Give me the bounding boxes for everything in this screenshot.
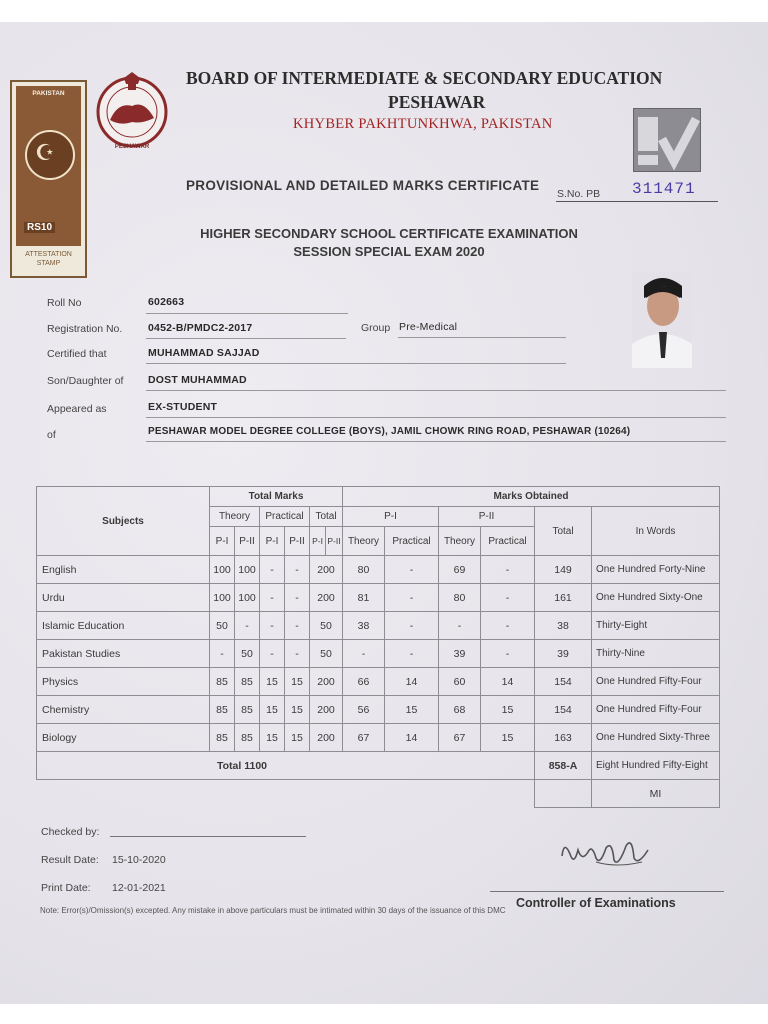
candidate-photo <box>632 272 692 368</box>
tm-practical-p2: P-II <box>285 527 310 556</box>
controller-line <box>490 891 724 892</box>
grand-total-label: Total 1100 <box>37 752 535 780</box>
remarks-blank <box>535 780 592 808</box>
subject-name: Chemistry <box>37 696 210 724</box>
print-date: 12-01-2021 <box>112 882 166 894</box>
obtained-cell: 15 <box>481 696 535 724</box>
obtained-cell: - <box>343 640 385 668</box>
group-value: Pre-Medical <box>399 321 458 333</box>
board-logo-icon <box>94 72 170 150</box>
obtained-total: 149 <box>535 556 592 584</box>
grand-total-words: Eight Hundred Fifty-Eight <box>592 752 720 780</box>
institution-underline <box>146 441 726 442</box>
subject-total-marks: 200 <box>310 668 343 696</box>
obtained-cell: 80 <box>343 556 385 584</box>
group-label: Group <box>361 322 391 334</box>
obtained-cell: - <box>385 640 439 668</box>
quality-mark-icon <box>633 108 701 172</box>
exam-title: HIGHER SECONDARY SCHOOL CERTIFICATE EXAMINATION <box>200 226 578 241</box>
tm-practical-p1: P-I <box>260 527 285 556</box>
grand-total-row <box>37 752 720 780</box>
total-marks-cell: - <box>285 556 310 584</box>
appeared-as: EX-STUDENT <box>148 401 218 413</box>
crescent-star-icon: ☪ <box>35 140 55 165</box>
appeared-label: Appeared as <box>47 403 107 415</box>
table-row <box>37 584 720 612</box>
certificate-title: PROVISIONAL AND DETAILED MARKS CERTIFICATE <box>186 178 540 193</box>
total-marks-cell: 85 <box>210 668 235 696</box>
table-row <box>37 640 720 668</box>
obtained-cell: 69 <box>439 556 481 584</box>
table-row <box>37 724 720 752</box>
obtained-in-words: One Hundred Sixty-One <box>592 584 720 612</box>
subject-total-marks: 50 <box>310 640 343 668</box>
ob-p2-theory: Theory <box>439 527 481 556</box>
obtained-in-words: Thirty-Eight <box>592 612 720 640</box>
obtained-cell: 67 <box>343 724 385 752</box>
remarks-spacer <box>37 780 535 808</box>
obtained-cell: 66 <box>343 668 385 696</box>
attestation-stamp <box>10 80 87 278</box>
obtained-cell: 14 <box>481 668 535 696</box>
total-marks-cell: - <box>285 640 310 668</box>
total-marks-cell: - <box>260 640 285 668</box>
total-marks-cell: 85 <box>235 724 260 752</box>
institution: PESHAWAR MODEL DEGREE COLLEGE (BOYS), JAMIL CHOWK RING ROAD, PESHAWAR (10264) <box>148 426 631 437</box>
subject-name: Islamic Education <box>37 612 210 640</box>
ob-p1-practical: Practical <box>385 527 439 556</box>
obtained-in-words: One Hundred Forty-Nine <box>592 556 720 584</box>
obtained-cell: - <box>481 584 535 612</box>
subject-name: English <box>37 556 210 584</box>
print-date-label: Print Date: <box>41 882 91 894</box>
total-marks-cell: - <box>235 612 260 640</box>
registration-underline <box>146 338 346 339</box>
serial-underline <box>556 201 718 202</box>
roll-label: Roll No <box>47 297 82 309</box>
ob-p2-practical: Practical <box>481 527 535 556</box>
table-row <box>37 696 720 724</box>
obtained-cell: 67 <box>439 724 481 752</box>
total-marks-cell: - <box>285 584 310 612</box>
roll-underline <box>146 313 348 314</box>
subject-total-marks: 200 <box>310 724 343 752</box>
registration-number: 0452-B/PMDC2-2017 <box>148 322 253 334</box>
appeared-underline <box>146 417 726 418</box>
table-row <box>37 556 720 584</box>
obtained-cell: 15 <box>385 696 439 724</box>
obtained-total: 39 <box>535 640 592 668</box>
obtained-cell: - <box>385 612 439 640</box>
result-date: 15-10-2020 <box>112 854 166 866</box>
total-marks-cell: 50 <box>210 612 235 640</box>
subject-total-marks: 200 <box>310 584 343 612</box>
obtained-cell: 80 <box>439 584 481 612</box>
total-marks-cell: 100 <box>210 584 235 612</box>
total-marks-cell: 15 <box>260 724 285 752</box>
logo-caption: PESHAWAR <box>114 144 150 150</box>
obtained-total: 38 <box>535 612 592 640</box>
marks-body <box>37 556 720 752</box>
total-marks-cell: 100 <box>235 584 260 612</box>
obtained-in-words: One Hundred Sixty-Three <box>592 724 720 752</box>
checked-by-line <box>110 836 306 837</box>
obtained-total: 154 <box>535 696 592 724</box>
header-row-1 <box>37 487 720 507</box>
obtained-cell: 14 <box>385 724 439 752</box>
tm-practical-header: Practical <box>260 507 310 527</box>
marks-obtained-header: Marks Obtained <box>343 487 720 507</box>
subject-name: Biology <box>37 724 210 752</box>
total-marks-cell: 15 <box>285 668 310 696</box>
tm-theory-p1: P-I <box>210 527 235 556</box>
board-city: PESHAWAR <box>388 92 486 112</box>
controller-signature <box>556 832 652 876</box>
total-marks-cell: 15 <box>260 668 285 696</box>
result-date-label: Result Date: <box>41 854 99 866</box>
tm-total-header: Total <box>310 507 343 527</box>
obtained-cell: - <box>481 640 535 668</box>
subject-name: Pakistan Studies <box>37 640 210 668</box>
obtained-cell: - <box>385 584 439 612</box>
obtained-total: 154 <box>535 668 592 696</box>
tm-theory-p2: P-II <box>235 527 260 556</box>
parent-underline <box>146 390 726 391</box>
total-marks-cell: 15 <box>260 696 285 724</box>
total-marks-cell: - <box>260 556 285 584</box>
total-marks-cell: - <box>210 640 235 668</box>
tm-total-p1: P-I <box>310 527 326 556</box>
ob-p1-theory: Theory <box>343 527 385 556</box>
ob-p1-header: P-I <box>343 507 439 527</box>
stamp-country: PAKISTAN <box>32 90 65 97</box>
parent-name: DOST MUHAMMAD <box>148 374 247 386</box>
obtained-cell: 38 <box>343 612 385 640</box>
obtained-cell: 81 <box>343 584 385 612</box>
group-underline <box>398 337 566 338</box>
table-row <box>37 668 720 696</box>
checked-by-label: Checked by: <box>41 826 100 838</box>
marks-table <box>36 486 720 808</box>
total-marks-cell: - <box>260 612 285 640</box>
total-marks-cell: 85 <box>210 724 235 752</box>
board-title: BOARD OF INTERMEDIATE & SECONDARY EDUCATION <box>186 68 663 88</box>
subject-total-marks: 50 <box>310 612 343 640</box>
total-marks-cell: 85 <box>235 696 260 724</box>
obtained-cell: 68 <box>439 696 481 724</box>
total-marks-cell: 85 <box>235 668 260 696</box>
total-marks-cell: 15 <box>285 724 310 752</box>
total-marks-cell: 50 <box>235 640 260 668</box>
certified-label: Certified that <box>47 348 107 360</box>
table-row <box>37 612 720 640</box>
tm-theory-header: Theory <box>210 507 260 527</box>
serial-number: 311471 <box>632 180 696 198</box>
stamp-value: RS10 <box>24 222 55 233</box>
total-marks-cell: 100 <box>210 556 235 584</box>
subject-name: Physics <box>37 668 210 696</box>
tm-total-p2: P-II <box>326 527 343 556</box>
serial-label: S.No. PB <box>557 188 601 200</box>
remarks-value: MI <box>592 780 720 808</box>
subject-total-marks: 200 <box>310 556 343 584</box>
obtained-cell: 14 <box>385 668 439 696</box>
remarks-row <box>37 780 720 808</box>
obtained-cell: 60 <box>439 668 481 696</box>
in-words-header: In Words <box>592 507 720 556</box>
stamp-caption: ATTESTATION STAMP <box>25 251 72 267</box>
obtained-cell: 56 <box>343 696 385 724</box>
total-marks-cell: - <box>260 584 285 612</box>
of-label: of <box>47 429 56 441</box>
controller-title: Controller of Examinations <box>516 896 676 910</box>
subjects-header: Subjects <box>37 487 210 556</box>
subject-total-marks: 200 <box>310 696 343 724</box>
grand-total-obtained: 858-A <box>535 752 592 780</box>
ob-p2-header: P-II <box>439 507 535 527</box>
exam-session: SESSION SPECIAL EXAM 2020 <box>293 244 485 259</box>
name-underline <box>146 363 566 364</box>
obtained-cell: - <box>481 612 535 640</box>
obtained-cell: 39 <box>439 640 481 668</box>
subject-name: Urdu <box>37 584 210 612</box>
roll-number: 602663 <box>148 296 185 308</box>
obtained-in-words: One Hundred Fifty-Four <box>592 696 720 724</box>
candidate-name: MUHAMMAD SAJJAD <box>148 347 260 359</box>
total-marks-cell: 85 <box>210 696 235 724</box>
ob-total-header: Total <box>535 507 592 556</box>
obtained-cell: 15 <box>481 724 535 752</box>
total-marks-cell: 100 <box>235 556 260 584</box>
obtained-cell: - <box>385 556 439 584</box>
obtained-cell: - <box>481 556 535 584</box>
obtained-total: 161 <box>535 584 592 612</box>
obtained-cell: - <box>439 612 481 640</box>
total-marks-header: Total Marks <box>210 487 343 507</box>
obtained-total: 163 <box>535 724 592 752</box>
obtained-in-words: Thirty-Nine <box>592 640 720 668</box>
registration-label: Registration No. <box>47 323 123 335</box>
obtained-in-words: One Hundred Fifty-Four <box>592 668 720 696</box>
parent-label: Son/Daughter of <box>47 375 124 387</box>
total-marks-cell: - <box>285 612 310 640</box>
board-province: KHYBER PAKHTUNKHWA, PAKISTAN <box>293 116 553 132</box>
disclaimer-note: Note: Error(s)/Omission(s) excepted. Any mistake in above particulars must be intimated within 30 days of the issuance of this DMC <box>40 906 506 915</box>
total-marks-cell: 15 <box>285 696 310 724</box>
